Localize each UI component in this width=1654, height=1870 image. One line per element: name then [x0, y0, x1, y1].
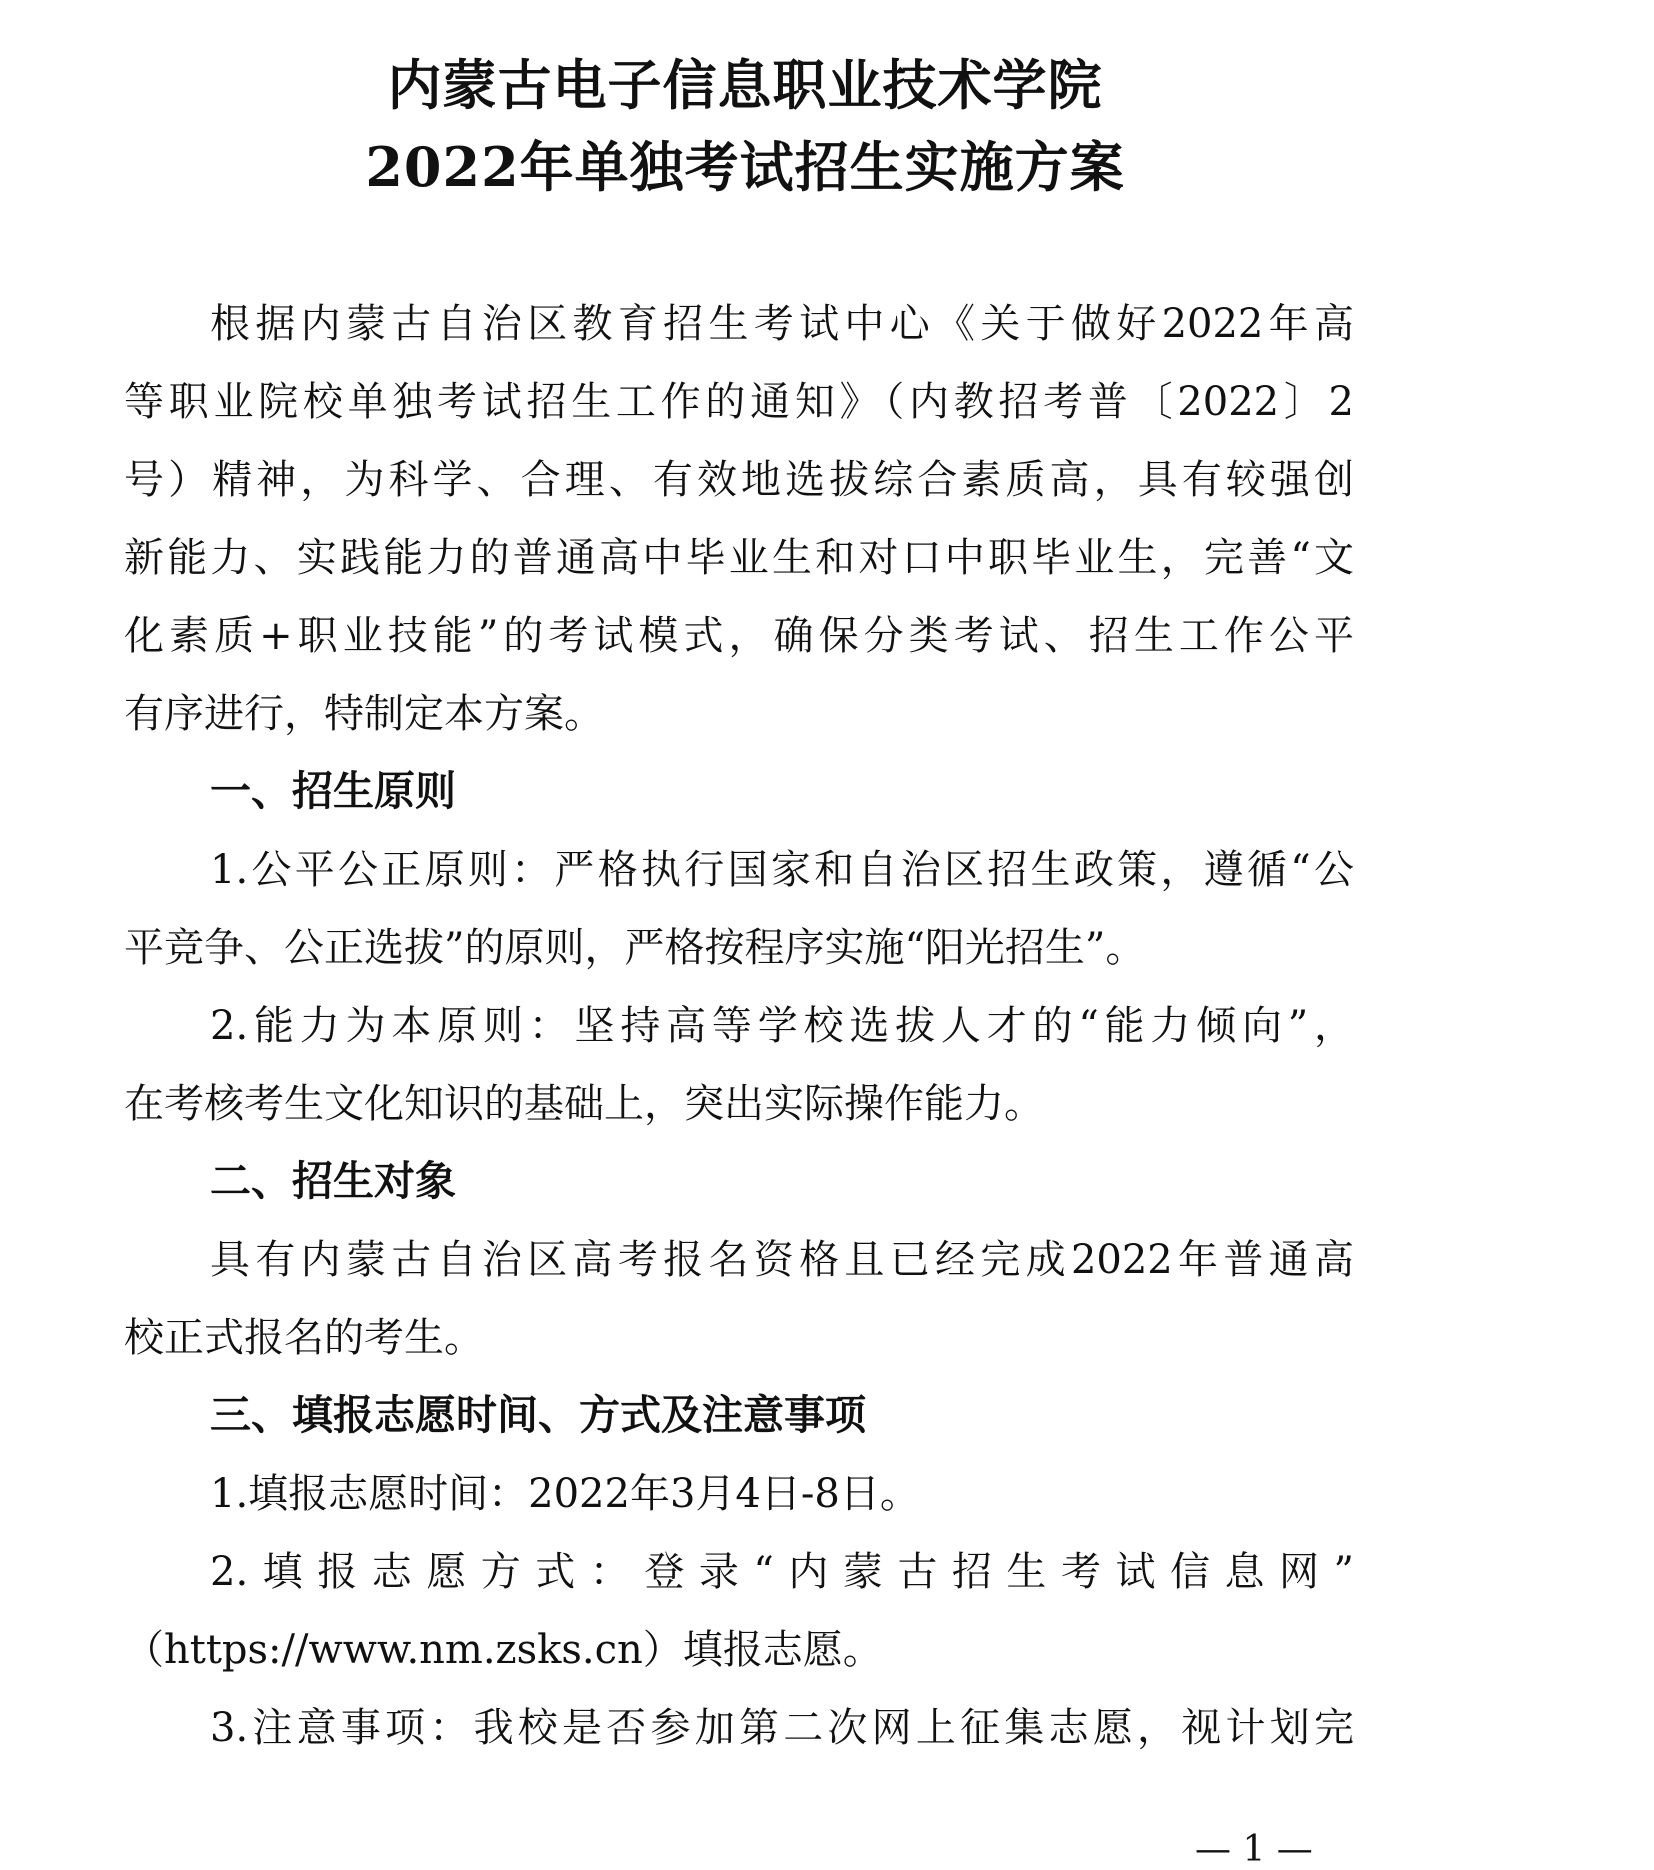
section-heading-targets: 二、招生对象 [210, 1157, 456, 1205]
intro-line-1: 根据内蒙古自治区教育招生考试中心《关于做好2022年高 [210, 301, 1354, 347]
page-title-line-1: 内蒙古电子信息职业技术学院 [387, 53, 1103, 117]
page-title-line-2: 2022年单独考试招生实施方案 [365, 135, 1125, 199]
principle-fairness-line-2: 平竞争、公正选拔”的原则，严格按程序实施“阳光招生”。 [124, 925, 1146, 971]
intro-line-2: 等职业院校单独考试招生工作的通知》（内教招考普〔2022〕2 [124, 379, 1354, 425]
section-heading-application: 三、填报志愿时间、方式及注意事项 [210, 1391, 866, 1439]
intro-line-6: 有序进行，特制定本方案。 [124, 691, 604, 737]
principle-ability-line-1: 2.能力为本原则：坚持高等学校选拔人才的“能力倾向”， [210, 1003, 1354, 1049]
targets-line-1: 具有内蒙古自治区高考报名资格且已经完成2022年普通高 [210, 1237, 1354, 1283]
application-method-line-1: 2.填报志愿方式：登录“内蒙古招生考试信息网” [210, 1549, 1354, 1595]
page-number: — 1 — [1195, 1829, 1313, 1870]
application-method-line-2: （https://www.nm.zsks.cn）填报志愿。 [124, 1627, 883, 1673]
section-heading-principles: 一、招生原则 [210, 767, 456, 815]
principle-ability-line-2: 在考核考生文化知识的基础上，突出实际操作能力。 [124, 1081, 1044, 1127]
intro-line-3: 号）精神，为科学、合理、有效地选拔综合素质高，具有较强创 [124, 457, 1354, 503]
intro-line-5: 化素质+职业技能”的考试模式，确保分类考试、招生工作公平 [124, 613, 1354, 659]
principle-fairness-line-1: 1.公平公正原则：严格执行国家和自治区招生政策，遵循“公 [210, 847, 1354, 893]
application-time: 1.填报志愿时间：2022年3月4日-8日。 [210, 1471, 920, 1517]
intro-line-4: 新能力、实践能力的普通高中毕业生和对口中职毕业生，完善“文 [124, 535, 1354, 581]
application-notes: 3.注意事项：我校是否参加第二次网上征集志愿，视计划完 [210, 1705, 1354, 1751]
targets-line-2: 校正式报名的考生。 [124, 1315, 484, 1361]
